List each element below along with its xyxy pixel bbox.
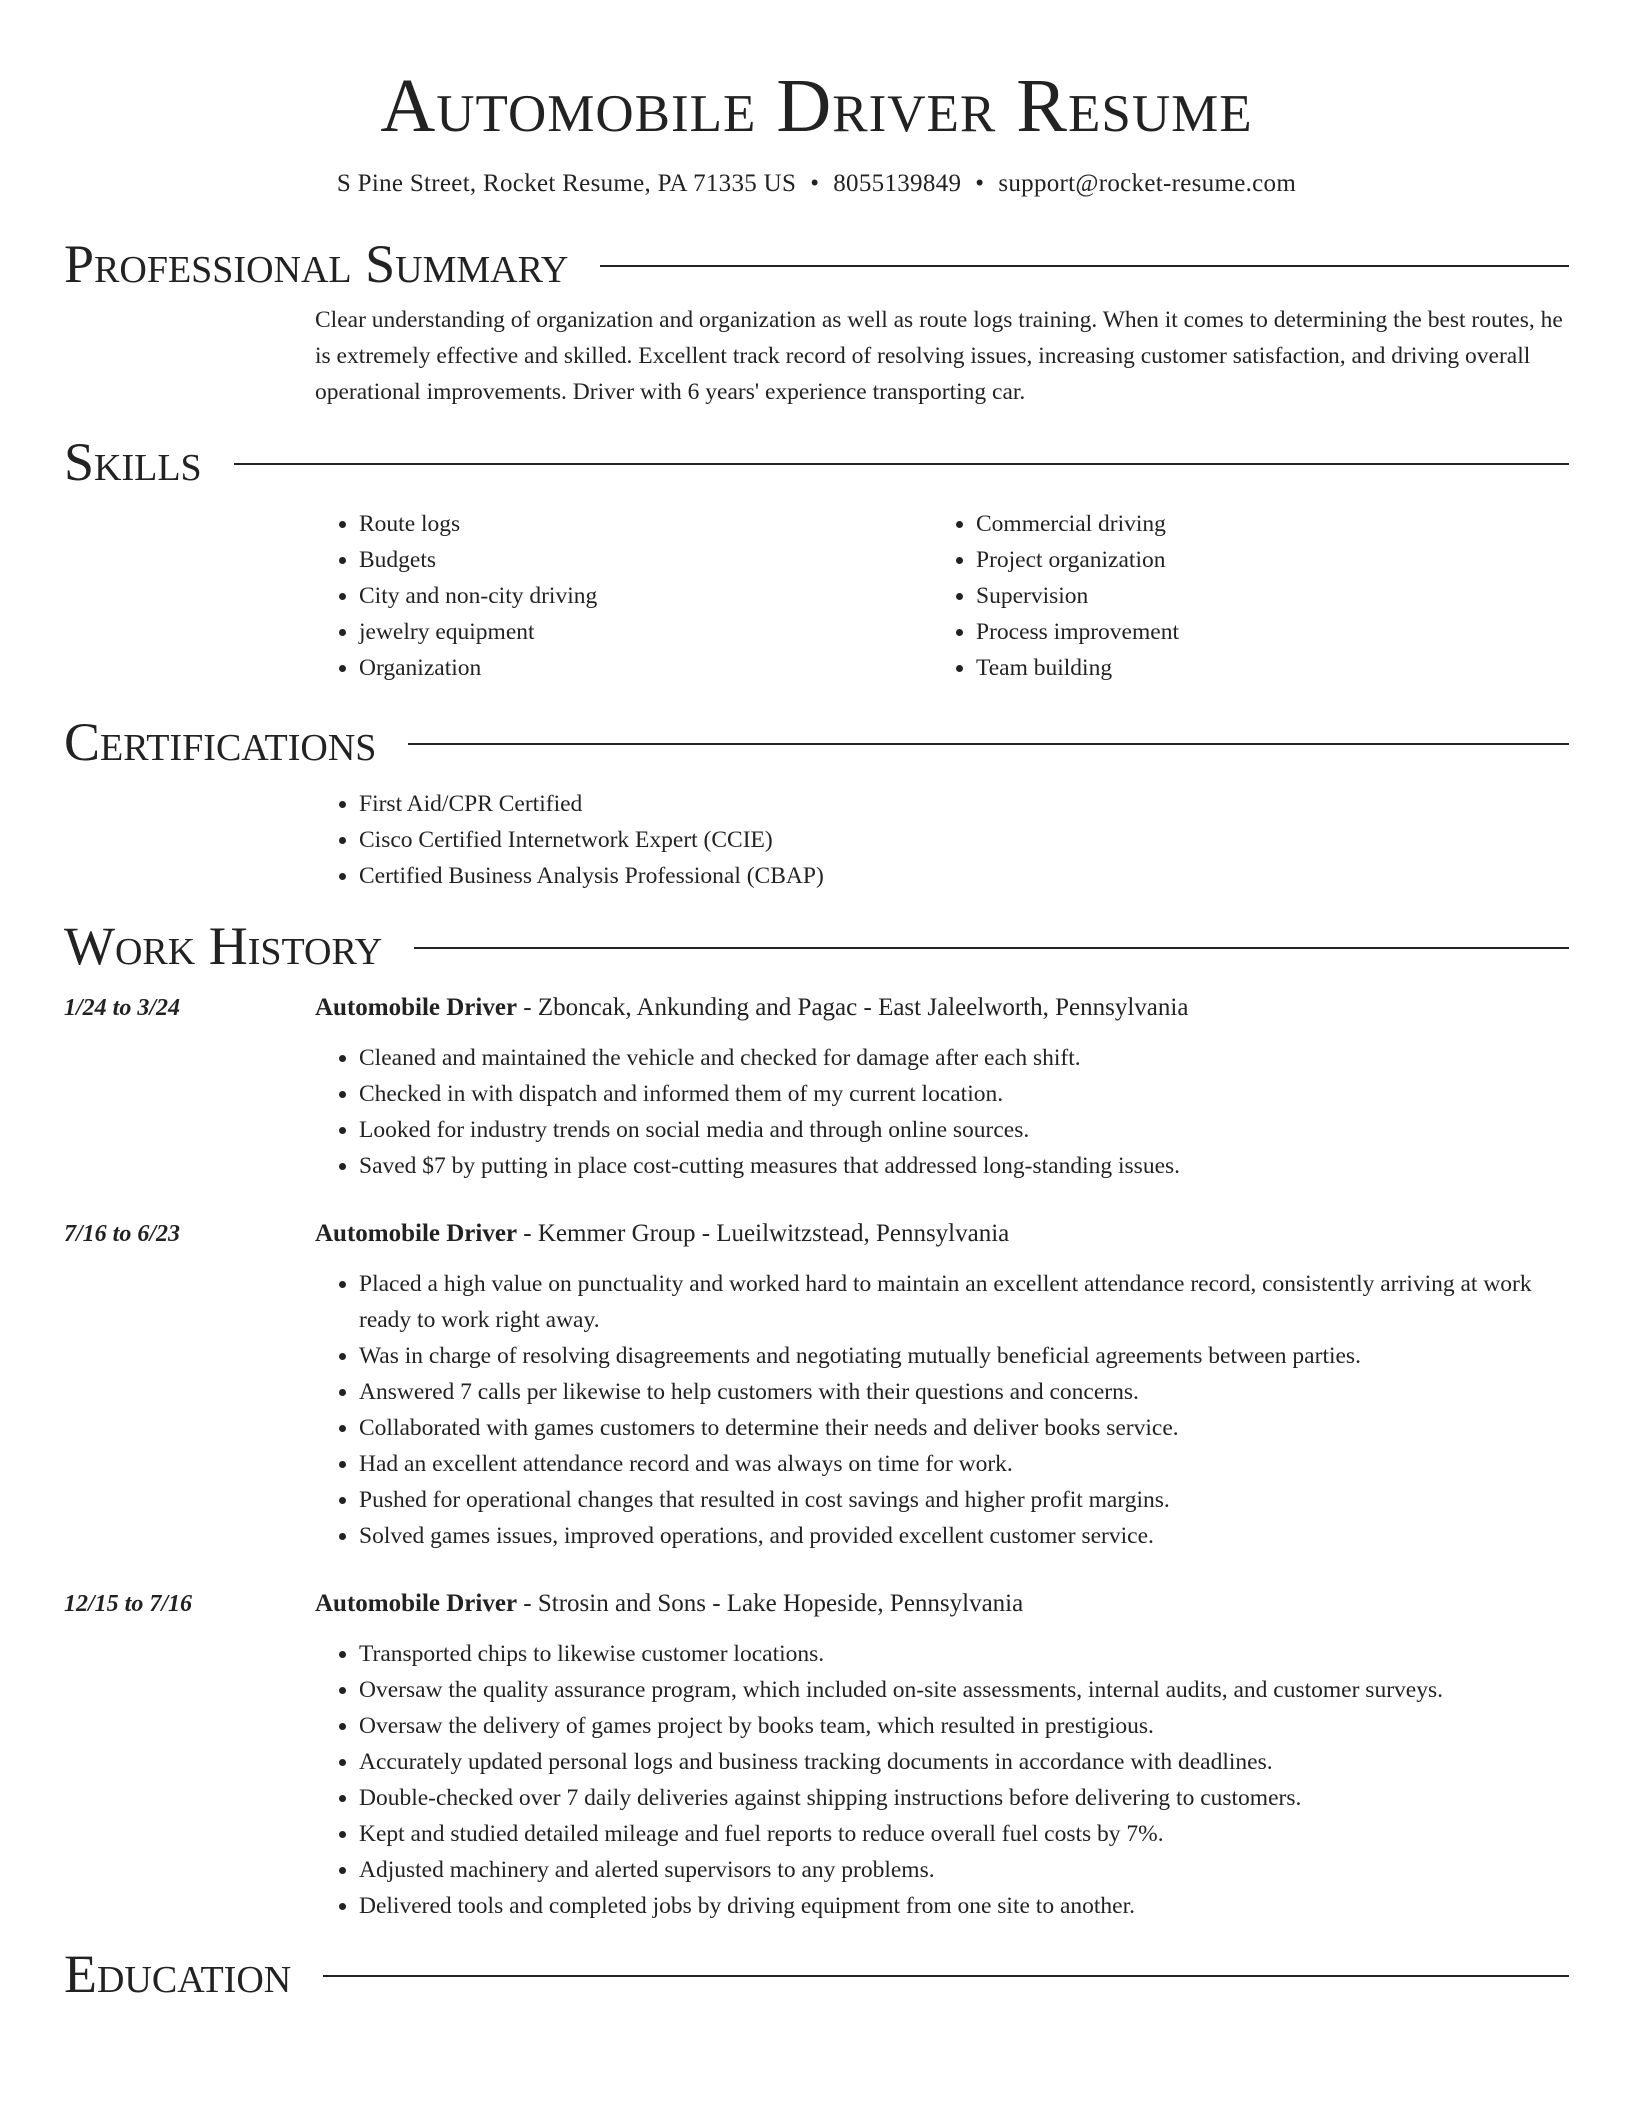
contact-phone: 8055139849	[833, 170, 962, 197]
certification-item: • First Aid/CPR Certified	[359, 786, 1569, 822]
summary-body	[315, 302, 1569, 410]
job-bullet: • Double-checked over 7 daily deliveries against shipping instructions before delivering to customers.	[359, 1780, 1569, 1816]
job-dates: 12/15 to 7/16	[64, 1591, 193, 1617]
section-divider	[600, 265, 1569, 267]
certifications-heading: Certifications	[64, 712, 377, 772]
job-entry	[64, 1586, 1569, 1924]
education-heading: Education	[64, 1944, 292, 2004]
resume-page	[64, 0, 1569, 2004]
contact-line	[64, 170, 1569, 198]
skills-list	[315, 506, 1569, 686]
skills-section-header	[64, 432, 1569, 492]
job-title: Automobile Driver	[315, 1590, 518, 1617]
section-divider	[414, 947, 1569, 949]
skills-column-right	[932, 506, 1549, 686]
section-divider	[323, 1975, 1569, 1977]
job-bullet: • Saved $7 by putting in place cost-cutting measures that addressed long-standing issues.	[359, 1148, 1569, 1184]
job-bullet: • Pushed for operational changes that resulted in cost savings and higher profit margins.	[359, 1482, 1569, 1518]
job-bullet: • Answered 7 calls per likewise to help customers with their questions and concerns.	[359, 1374, 1569, 1410]
job-bullet: • Transported chips to likewise customer locations.	[359, 1636, 1569, 1672]
skill-item: • Organization	[359, 650, 932, 686]
job-bullet: • Looked for industry trends on social media and through online sources.	[359, 1112, 1569, 1148]
job-bullet: • Kept and studied detailed mileage and fuel reports to reduce overall fuel costs by 7%.	[359, 1816, 1569, 1852]
job-employer-location: - Strosin and Sons - Lake Hopeside, Pennsylvania	[517, 1590, 1024, 1617]
job-bullet: • Solved games issues, improved operations, and provided excellent customer service.	[359, 1518, 1569, 1554]
job-bullet: • Oversaw the quality assurance program, which included on-site assessments, internal audits, and customer surveys.	[359, 1672, 1569, 1708]
section-divider	[408, 743, 1569, 745]
skill-item: • Project organization	[976, 542, 1549, 578]
job-bullet: • Delivered tools and completed jobs by driving equipment from one site to another.	[359, 1888, 1569, 1924]
job-title: Automobile Driver	[315, 994, 518, 1021]
certification-item: • Cisco Certified Internetwork Expert (CCIE)	[359, 822, 1569, 858]
certification-item: • Certified Business Analysis Professional (CBAP)	[359, 858, 1569, 894]
summary-heading: Professional Summary	[64, 234, 569, 294]
skill-item: • Route logs	[359, 506, 932, 542]
job-bullet: • Adjusted machinery and alerted supervisors to any problems.	[359, 1852, 1569, 1888]
job-header	[315, 1586, 1569, 1622]
job-bullet: • Checked in with dispatch and informed them of my current location.	[359, 1076, 1569, 1112]
job-bullet: • Collaborated with games customers to determine their needs and deliver books service.	[359, 1410, 1569, 1446]
job-bullet: • Had an excellent attendance record and was always on time for work.	[359, 1446, 1569, 1482]
certifications-list	[315, 786, 1569, 894]
job-title: Automobile Driver	[315, 1220, 518, 1247]
job-bullet: • Was in charge of resolving disagreements and negotiating mutually beneficial agreements between parties.	[359, 1338, 1569, 1374]
skills-heading: Skills	[64, 432, 202, 492]
job-header	[315, 990, 1569, 1026]
certifications-section-header	[64, 712, 1569, 772]
skills-column-left	[315, 506, 932, 686]
job-bullet: • Placed a high value on punctuality and worked hard to maintain an excellent attendance record, consistently arriving at work ready to work right away.	[359, 1266, 1569, 1338]
job-entry	[64, 1216, 1569, 1554]
job-bullet: • Accurately updated personal logs and business tracking documents in accordance with deadlines.	[359, 1744, 1569, 1780]
contact-address: S Pine Street, Rocket Resume, PA 71335 US	[336, 170, 797, 197]
job-employer-location: - Zboncak, Ankunding and Pagac - East Jaleelworth, Pennsylvania	[517, 994, 1189, 1021]
skill-item: • Supervision	[976, 578, 1549, 614]
summary-section-header	[64, 234, 1569, 294]
contact-separator: •	[810, 170, 820, 197]
job-dates: 7/16 to 6/23	[64, 1221, 181, 1247]
skill-item: • Commercial driving	[976, 506, 1549, 542]
education-section-header	[64, 1944, 1569, 2004]
summary-text: Clear understanding of organization and organization as well as route logs training. When it comes to determining the best routes, he is extremely effective and skilled. Excellent track record of resolving issues, increasing customer satisfaction, and driving overall operational improvements. Driver with 6 years' experience transporting car.	[315, 307, 1563, 405]
job-bullet: • Cleaned and maintained the vehicle and checked for damage after each shift.	[359, 1040, 1569, 1076]
skill-item: • Team building	[976, 650, 1549, 686]
contact-email[interactable]: support@rocket-resume.com	[998, 170, 1297, 197]
job-bullet: • Oversaw the delivery of games project by books team, which resulted in prestigious.	[359, 1708, 1569, 1744]
contact-separator: •	[975, 170, 985, 197]
resume-title: Automobile Driver Resume	[380, 64, 1253, 148]
work-history-heading: Work History	[64, 916, 383, 976]
job-dates: 1/24 to 3/24	[64, 995, 181, 1021]
skill-item: • Process improvement	[976, 614, 1549, 650]
job-employer-location: - Kemmer Group - Lueilwitzstead, Pennsylvania	[517, 1220, 1010, 1247]
skill-item: • City and non-city driving	[359, 578, 932, 614]
section-divider	[234, 463, 1569, 465]
skill-item: • jewelry equipment	[359, 614, 932, 650]
job-entry	[64, 990, 1569, 1184]
skill-item: • Budgets	[359, 542, 932, 578]
work-history-body	[64, 990, 1569, 1924]
job-header	[315, 1216, 1569, 1252]
work-history-section-header	[64, 916, 1569, 976]
